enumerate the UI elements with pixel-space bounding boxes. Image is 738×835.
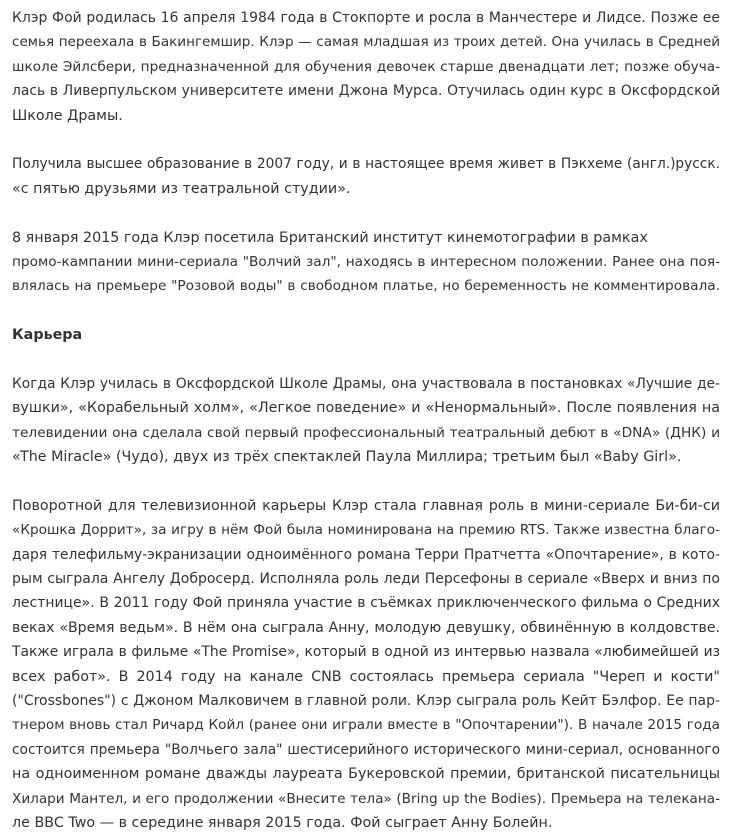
text-line: «с пятью друзьями из театральной студии».	[12, 180, 351, 197]
text-line: даря телефильму-экранизации одноимённого романа Терри Пратчетта «Опочтарение», в кото-	[12, 546, 720, 563]
paragraph-gap	[12, 299, 720, 323]
text-line: тнером вновь стал Ричард Койл (ранее они играли вместе в "Опочтарении"). В начале 2015 года	[12, 717, 720, 734]
article-body	[12, 6, 720, 835]
text-line: всех работ». В 2014 году на канале CNB состоялась премьера сериала "Череп и кости"	[12, 668, 720, 685]
text-line: семья переехала в Бакингемшир. Клэр — самая младшая из троих детей. Она училась в Средней	[12, 34, 720, 51]
text-line: Поворотной для телевизионной карьеры Клэр стала главная роль в мини-сериале Би-би-си	[12, 497, 720, 514]
text-line: лестнице». В 2011 году Фой приняла участие в съёмках приключенческого фильма о Средних	[12, 595, 720, 612]
text-line: ле BBC Two — в середине января 2015 года. Фой сыграет Анну Болейн.	[12, 814, 553, 831]
text-line: Когда Клэр училась в Оксфордской Школе Драмы, она участвовала в постановках «Лучшие де-	[12, 375, 720, 392]
text-line: Клэр Фой родилась 16 апреля 1984 года в Стокпорте и росла в Манчестере и Лидсе. Позже ее	[12, 10, 720, 26]
text-line: вушки», «Корабельный холм», «Легкое поведение» и «Ненормальный». После появления на	[12, 400, 720, 417]
text-line: «The Miracle» (Чудо), двух из трёх спектаклей Паула Миллира; третьим был «Baby Girl».	[12, 449, 682, 466]
text-line: 8 января 2015 года Клэр посетила Британский институт кинемотографии в рамках	[12, 229, 648, 246]
text-line: телевидении она сделала свой первый профессиональный театральный дебют в «DNA» (ДНК) и	[12, 424, 720, 441]
text-line: влялась на премьере "Розовой воды" в свободном платье, но беременность не комментировала.	[12, 278, 720, 295]
text-line: Школе Драмы.	[12, 107, 123, 124]
paragraph-theatre	[12, 372, 720, 470]
text-line: на одноименном романе дважды лауреата Букеровской премии, британской писательницы	[12, 766, 720, 783]
text-line: Получила высшее образование в 2007 году, и в настоящее время живет в Пэкхеме (англ.)русск.	[12, 156, 720, 173]
text-line: рым сыграла Ангелу Добросерд. Исполняла роль леди Персефоны в сериале «Вверх и вниз по	[12, 570, 720, 587]
section-heading-career: Карьера	[12, 327, 83, 344]
paragraph-gap	[12, 201, 720, 225]
text-line: школе Эйлсбери, предназначенной для обучения девочек старше двенадцати лет; позже обуча-	[12, 58, 720, 75]
paragraph-gap	[12, 347, 720, 371]
paragraph-bfi-visit	[12, 226, 720, 299]
text-line: ("Crossbones") с Джоном Малковичем в главной роли. Клэр сыграла роль Кейт Бэлфор. Ее пар-	[12, 692, 720, 709]
text-line: веках «Время ведьм». В нём она сыграла Анну, молодую девушку, обвинённую в колдовстве.	[12, 619, 720, 636]
text-line: Хилари Мантел, и его продолжении «Внесите тела» (Bring up the Bodies). Премьера на телекана-	[12, 790, 720, 807]
paragraph-gap	[12, 128, 720, 152]
paragraph-gap	[12, 469, 720, 493]
text-line: «Крошка Доррит», за игру в нём Фой была номинирована на премию RTS. Также известна благо-	[12, 522, 720, 539]
paragraph-television	[12, 494, 720, 835]
text-line: состоится премьера "Волчьего зала" шестисерийного исторического мини-сериал, основанного	[12, 741, 720, 758]
text-line: лась в Ливерпульском университете имени Джона Мурса. Отучилась один курс в Оксфордской	[12, 83, 720, 100]
text-line: промо-кампании мини-сериала "Волчий зал", находясь в интересном положении. Ранее она поя-	[12, 253, 720, 270]
paragraph-education	[12, 152, 720, 201]
paragraph-biography	[12, 6, 720, 128]
text-line: Также играла в фильме «The Promise», который в одной из интервью назвала «любимейшей из	[12, 644, 720, 661]
